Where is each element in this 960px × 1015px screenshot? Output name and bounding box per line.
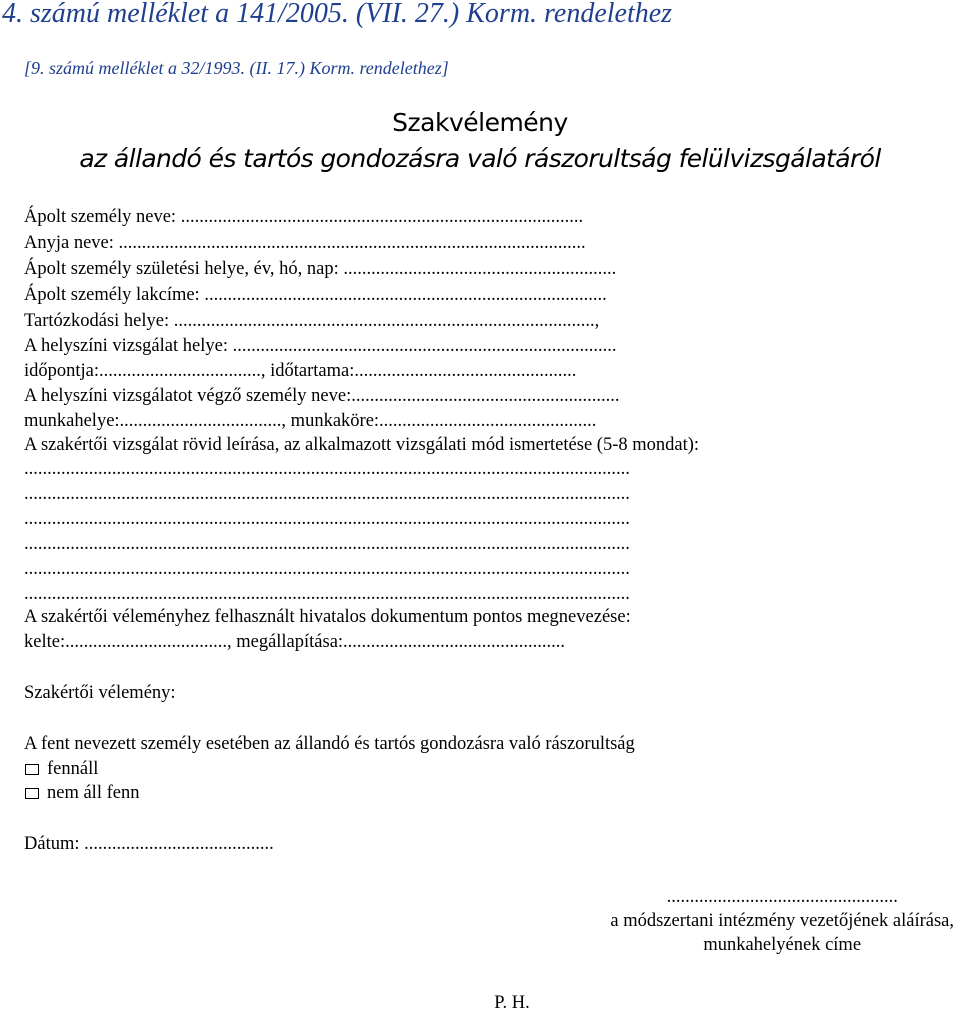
opinion-statement: A fent nevezett személy esetében az állandó és tartós gondozásra való rászorultság <box>24 734 635 754</box>
option-fennall[interactable] <box>24 757 98 781</box>
signature-dots: .................................................. <box>666 887 898 907</box>
field-mother-name: Anyja neve: ..................................................................................................... <box>24 233 586 253</box>
annex-title: 4. számú melléklet a 141/2005. (VII. 27.) Korm. rendelethez <box>2 0 673 29</box>
blank-line: ................................................................................................................................... <box>24 509 630 529</box>
field-inspection-place: A helyszíni vizsgálat helye: ................................................................................... <box>24 336 617 356</box>
field-examination-description: A szakértői vizsgálat rövid leírása, az alkalmazott vizsgálati mód ismertetése (5-8 mondat): <box>24 435 700 455</box>
blank-line: ................................................................................................................................... <box>24 559 630 579</box>
blank-line: ................................................................................................................................... <box>24 459 630 479</box>
signature-block <box>610 885 954 957</box>
documents-used-label: A szakértői véleményhez felhasznált hivatalos dokumentum pontos megnevezése: <box>24 607 631 627</box>
signature-line-2: munkahelyének címe <box>703 935 862 955</box>
option-nem-all-fenn-label: nem áll fenn <box>47 783 140 803</box>
field-birth-place-date: Ápolt személy születési helye, év, hó, nap: ........................................................... <box>24 259 617 279</box>
option-fennall-label: fennáll <box>47 759 99 779</box>
checkbox-fennall[interactable] <box>25 764 39 775</box>
option-nem-all-fenn[interactable] <box>24 781 139 805</box>
blank-line: ................................................................................................................................... <box>24 484 630 504</box>
annex-subtitle: [9. számú melléklet a 32/1993. (II. 17.) Korm. rendelethez] <box>24 58 449 78</box>
field-residence: Tartózkodási helye: ..........................................................................................., <box>24 311 600 331</box>
documents-used-date: kelte:..................................., megállapítása:................................................ <box>24 632 566 652</box>
field-address: Ápolt személy lakcíme: ....................................................................................... <box>24 285 607 305</box>
stamp-placeholder: P. H. <box>494 993 530 1013</box>
field-patient-name: Ápolt személy neve: ....................................................................................... <box>24 207 584 227</box>
date-field: Dátum: ......................................... <box>24 834 274 854</box>
document-title: Szakvélemény <box>392 108 568 137</box>
blank-line: ................................................................................................................................... <box>24 584 630 604</box>
field-inspector-name: A helyszíni vizsgálatot végző személy neve:.......................................................... <box>24 386 620 406</box>
blank-line: ................................................................................................................................... <box>24 534 630 554</box>
signature-line-1: a módszertani intézmény vezetőjének aláírása, <box>610 911 954 931</box>
checkbox-nem-all-fenn[interactable] <box>25 788 39 799</box>
field-inspection-time: időpontja:..................................., időtartama:................................................ <box>24 361 577 381</box>
opinion-label: Szakértői vélemény: <box>24 683 176 703</box>
field-workplace: munkahelye:..................................., munkaköre:............................................... <box>24 411 597 431</box>
document-subtitle: az állandó és tartós gondozásra való rászorultság felülvizsgálatáról <box>79 144 881 173</box>
